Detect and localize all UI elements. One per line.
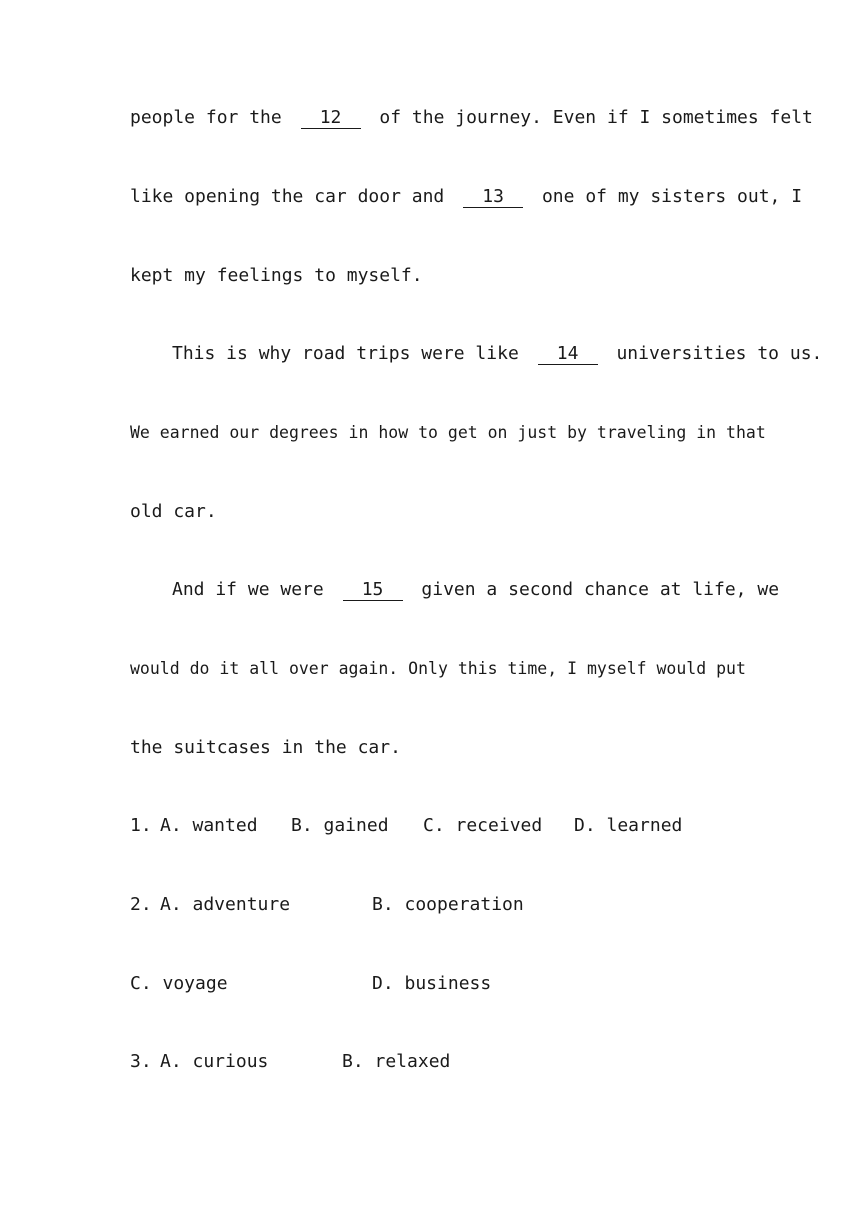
option-b[interactable]: B. gained <box>291 815 389 836</box>
passage-text: given a second chance at life, we <box>421 579 780 600</box>
question-number: 2. <box>130 894 152 915</box>
passage-text: people for the <box>130 107 282 128</box>
passage-line <box>130 420 766 446</box>
option-b[interactable]: B. cooperation <box>372 894 524 915</box>
passage-line <box>130 656 746 682</box>
passage-text: one of my sisters out, I <box>541 186 803 207</box>
question-number: 1. <box>130 815 152 836</box>
passage-text: kept my feelings to myself. <box>130 265 423 286</box>
passage-text: We earned our degrees in how to get on just by traveling in that <box>130 423 766 442</box>
blank-15: 15 <box>343 580 403 601</box>
option-c[interactable]: C. received <box>423 815 543 836</box>
option-a[interactable]: A. wanted <box>160 815 258 836</box>
passage-line <box>130 263 730 289</box>
blank-14: 14 <box>538 344 598 365</box>
question-2-continued <box>130 971 730 997</box>
passage-text: of the journey. Even if I sometimes felt <box>379 107 813 128</box>
passage-line <box>130 184 803 210</box>
passage-text: would do it all over again. Only this time, I myself would put <box>130 659 746 678</box>
blank-12: 12 <box>301 108 361 129</box>
option-c[interactable]: C. voyage <box>130 973 228 994</box>
option-a[interactable]: A. adventure <box>160 894 291 915</box>
passage-text: This is why road trips were like <box>172 343 519 364</box>
question-3 <box>130 1049 730 1075</box>
passage-line <box>130 499 730 525</box>
passage-text: the suitcases in the car. <box>130 737 401 758</box>
blank-13: 13 <box>463 187 523 208</box>
passage-line <box>130 735 730 761</box>
option-d[interactable]: D. business <box>372 973 492 994</box>
passage-text: old car. <box>130 501 217 522</box>
question-1 <box>130 813 730 839</box>
passage-text: And if we were <box>172 579 324 600</box>
passage-line <box>130 577 780 603</box>
option-b[interactable]: B. relaxed <box>342 1051 451 1072</box>
passage-text: like opening the car door and <box>130 186 445 207</box>
passage-line <box>130 341 823 367</box>
passage-line <box>130 105 813 131</box>
option-a[interactable]: A. curious <box>160 1051 269 1072</box>
question-number: 3. <box>130 1051 152 1072</box>
passage-text: universities to us. <box>616 343 823 364</box>
option-d[interactable]: D. learned <box>574 815 683 836</box>
question-2 <box>130 892 730 918</box>
